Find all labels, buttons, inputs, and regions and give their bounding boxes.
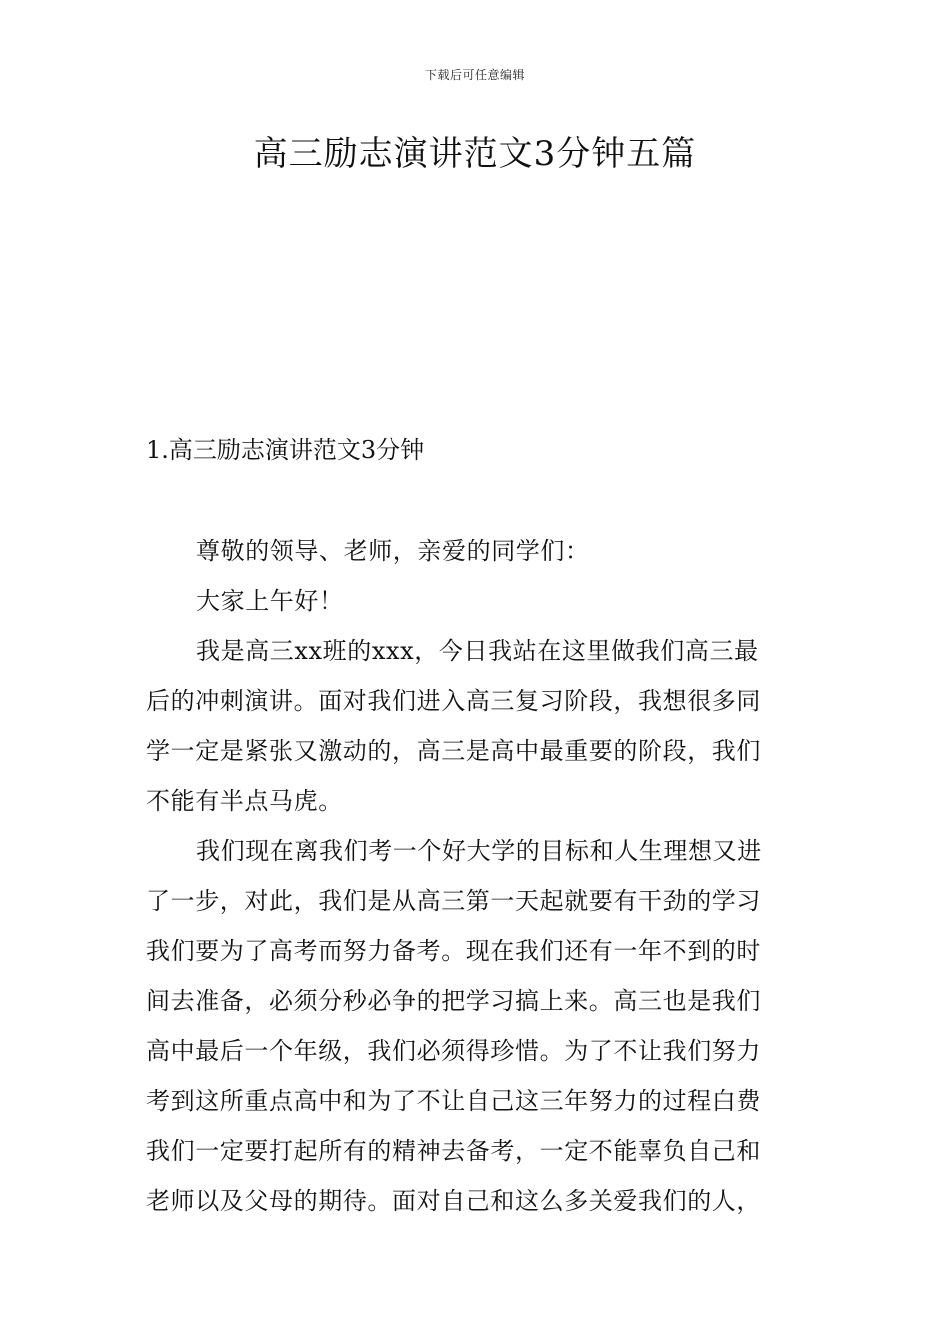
document-body bbox=[146, 526, 806, 1226]
section-heading: 1.高三励志演讲范文3分钟 bbox=[146, 436, 425, 464]
body-line: 不能有半点马虎。 bbox=[146, 787, 343, 815]
body-line-salutation: 尊敬的领导、老师，亲爱的同学们： bbox=[196, 537, 590, 565]
body-line: 高中最后一个年级，我们必须得珍惜。为了不让我们努力 bbox=[146, 1037, 761, 1065]
body-line: 我们现在离我们考一个好大学的目标和人生理想又进 bbox=[196, 837, 762, 865]
body-line: 了一步，对此，我们是从高三第一天起就要有干劲的学习 bbox=[146, 887, 761, 915]
body-line: 我们一定要打起所有的精神去备考，一定不能辜负自己和 bbox=[146, 1137, 761, 1165]
body-line: 老师以及父母的期待。面对自己和这么多关爱我们的人， bbox=[146, 1187, 761, 1215]
body-line: 间去准备，必须分秒必争的把学习搞上来。高三也是我们 bbox=[146, 987, 761, 1015]
body-line: 学一定是紧张又激动的，高三是高中最重要的阶段，我们 bbox=[146, 737, 761, 765]
header-note: 下载后可任意编辑 bbox=[424, 68, 525, 82]
document-title: 高三励志演讲范文3分钟五篇 bbox=[253, 134, 697, 174]
body-line: 后的冲刺演讲。面对我们进入高三复习阶段，我想很多同 bbox=[146, 687, 761, 715]
body-line: 考到这所重点高中和为了不让自己这三年努力的过程白费 bbox=[146, 1087, 761, 1115]
body-line: 我们要为了高考而努力备考。现在我们还有一年不到的时 bbox=[146, 937, 761, 965]
body-line-greeting: 大家上午好！ bbox=[196, 587, 344, 615]
body-line: 我是高三xx班的xxx，今日我站在这里做我们高三最 bbox=[196, 637, 759, 665]
